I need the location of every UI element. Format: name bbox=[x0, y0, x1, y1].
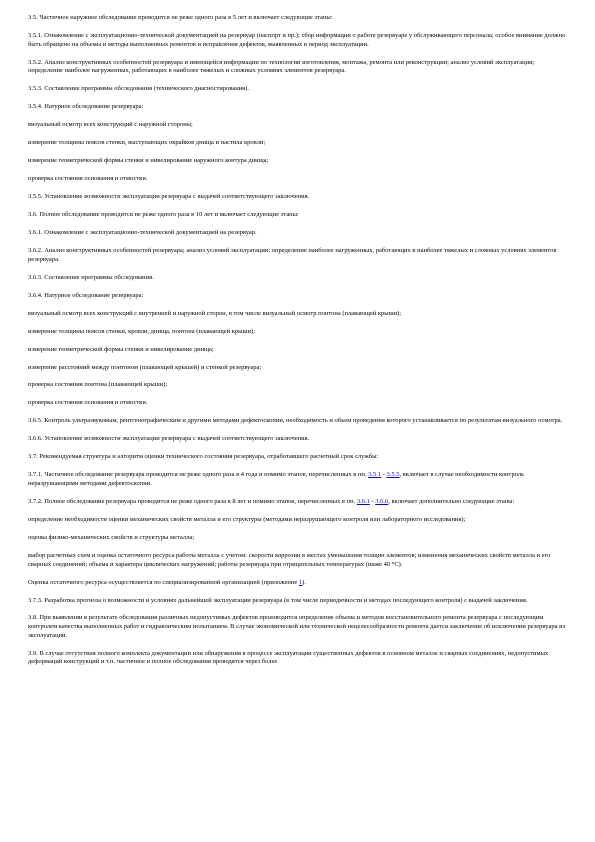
list-item: определение необходимости оценки механических свойств металла и его структуры (методами неразрушающего контроля или лабораторного исследования); bbox=[28, 515, 466, 523]
paragraph-text: , включает дополнительно следующие этапы: bbox=[388, 497, 515, 505]
paragraph-3-8: 3.8. При выявлении в результате обследования различных недопустимых дефектов производится определение объема и методов восстановительного ремонта резервуара с последующим контролем качества выполненных работ и гидравлическим испытанием. В случае экономической или технической нецелесообразности ремонта дается заключение об исключении резервуара из эксплуатации. bbox=[28, 614, 566, 639]
list-item: измерение геометрической формы стенки и нивелирование наружного контура днища; bbox=[28, 157, 269, 165]
link-3-5-1[interactable]: 3.5.1 bbox=[368, 471, 382, 479]
paragraph-text: - bbox=[369, 497, 376, 505]
list-item: измерение геометрической формы стенки и нивелирование днища; bbox=[28, 345, 214, 353]
link-3-6-6[interactable]: 3.6.6 bbox=[375, 497, 389, 505]
list-item: измерение толщины поясов стенки, кровли, днища, понтона (плавающей крыши); bbox=[28, 327, 256, 335]
paragraph-3-7-3: 3.7.3. Разработка прогноза о возможности и условиях дальнейшей эксплуатации резервуара (в том числе периодичности и методах последующего контроля) с выдачей заключения. bbox=[28, 596, 528, 604]
paragraph-3-5: 3.5. Частичное наружное обследование проводится не реже одного раза в 5 лет и включает следующие этапы: bbox=[28, 14, 333, 21]
list-item: визуальный осмотр всех конструкций с внутренней и наружной сторон, в том числе визуальный осмотр понтона (плавающей крыши); bbox=[28, 309, 402, 317]
paragraph-text: , включает в случае необходимости контроль неразрушающими методами дефектоскопии. bbox=[28, 471, 525, 487]
paragraph-text: 3.7.2. Полное обследование резервуара проводится не реже одного раза в 8 лет и помимо этапов, перечисленных в пп. bbox=[28, 497, 357, 505]
paragraph-3-5-4: 3.5.4. Натурное обследование резервуара: bbox=[28, 103, 144, 111]
paragraph-3-6-4: 3.6.4. Натурное обследование резервуара: bbox=[28, 291, 144, 299]
paragraph-3-6: 3.6. Полное обследование проводится не реже одного раза в 10 лет и включает следующие этапы: bbox=[28, 211, 299, 219]
document-body bbox=[28, 14, 568, 676]
list-item: оценка физико-механических свойств и структуры металла; bbox=[28, 533, 195, 541]
paragraph-3-6-6: 3.6.6. Установление возможности эксплуатации резервуара с выдачей соответствующего заключения. bbox=[28, 435, 310, 443]
paragraph-3-5-3: 3.5.3. Составление программы обследования (технического диагностирования). bbox=[28, 85, 249, 93]
paragraph-text: ). bbox=[302, 578, 306, 586]
list-item: визуальный осмотр всех конструкций с наружной стороны; bbox=[28, 121, 193, 129]
paragraph-3-6-1: 3.6.1. Ознакомление с эксплуатационно-технической документацией на резервуар. bbox=[28, 229, 257, 237]
paragraph-3-6-2: 3.6.2. Анализ конструктивных особенностей резервуара; анализ условий эксплуатации; определение наиболее нагруженных, работающих в наиболее тяжелых и сложных условиях элементов резервуара. bbox=[28, 247, 557, 263]
paragraph-text: - bbox=[381, 471, 387, 479]
paragraph-3-5-2: 3.5.2. Анализ конструктивных особенностей резервуара и имеющейся информации по технологии изготовления, монтажа, ремонта или реконструкции; анализ условий эксплуатации; определение наиболее нагруженных, работающих в наиболее тяжелых и сложных условиях элементов резервуара. bbox=[28, 58, 535, 75]
list-item: измерение расстояний между понтоном (плавающей крышей) и стенкой резервуара; bbox=[28, 363, 262, 371]
paragraph-text: 3.7.1. Частичное обследование резервуара проводится не реже одного раза в 4 года и помимо этапов, перечисленных в пп. bbox=[28, 471, 369, 479]
list-item: проверка состояния основания и отмостки. bbox=[28, 175, 148, 183]
paragraph-3-5-1: 3.5.1. Ознакомление с эксплуатационно-технической документацией на резервуар (паспорт и пр.); сбор информации о работе резервуаре у обслуживающего персонала; особое внимание должно быть обращено на объемы и методы выполненных ремонтов и исправления дефектов, выявленных в период эксплуатации. bbox=[28, 31, 566, 48]
paragraph-3-7: 3.7. Рекомендуемая структура и алгоритм оценки технического состояния резервуара, отработавшего расчетный срок службы: bbox=[28, 453, 379, 461]
list-item: проверка состояния понтона (плавающей крыши); bbox=[28, 381, 168, 389]
paragraph-3-5-5: 3.5.5. Установление возможности эксплуатации резервуара с выдачей соответствующего заключения. bbox=[28, 193, 310, 201]
link-3-5-5[interactable]: 3.5.5 bbox=[386, 471, 400, 479]
paragraph-3-6-5: 3.6.5. Контроль ультразвуковым, рентгенографическим и другими методами дефектоскопии, необходимость и объем проведения которого устанавливается по результатам визуального осмотра. bbox=[28, 417, 563, 425]
link-3-6-1[interactable]: 3.6.1 bbox=[356, 497, 370, 505]
list-item: измерение толщины поясов стенки, выступающих окрайков днища и настила кровли; bbox=[28, 139, 266, 147]
link-appendix-1[interactable]: 1 bbox=[298, 578, 303, 586]
paragraph-residual-resource bbox=[28, 579, 568, 588]
list-item: выбор расчетных схем и оценка остаточного ресурса работы металла с учетом: скорости коррозии в местах уменьшения толщин элементов; изменения механических свойств металла и его сварных соединений; объема и характера циклических нагружений; работы резервуара при отрицательных температурах (ниже 40 °С). bbox=[28, 551, 551, 568]
paragraph-text: Оценка остаточного ресурса осуществляется по специализированной организацией (приложение bbox=[28, 578, 299, 586]
list-item: проверка состояния основания и отмостки. bbox=[28, 399, 148, 407]
paragraph-3-6-3: 3.6.3. Составление программы обследования. bbox=[28, 273, 154, 281]
paragraph-3-7-2 bbox=[28, 498, 568, 507]
paragraph-3-7-1 bbox=[28, 471, 568, 488]
paragraph-3-9: 3.9. В случае отсутствия полного комплекта документации или обнаружения в процессе эксплуатации существенных дефектов в основном металле и сварных соединениях, недопустимых деформаций конструкций и т.п. частичное и полное обследования проводятся через более bbox=[28, 649, 549, 666]
